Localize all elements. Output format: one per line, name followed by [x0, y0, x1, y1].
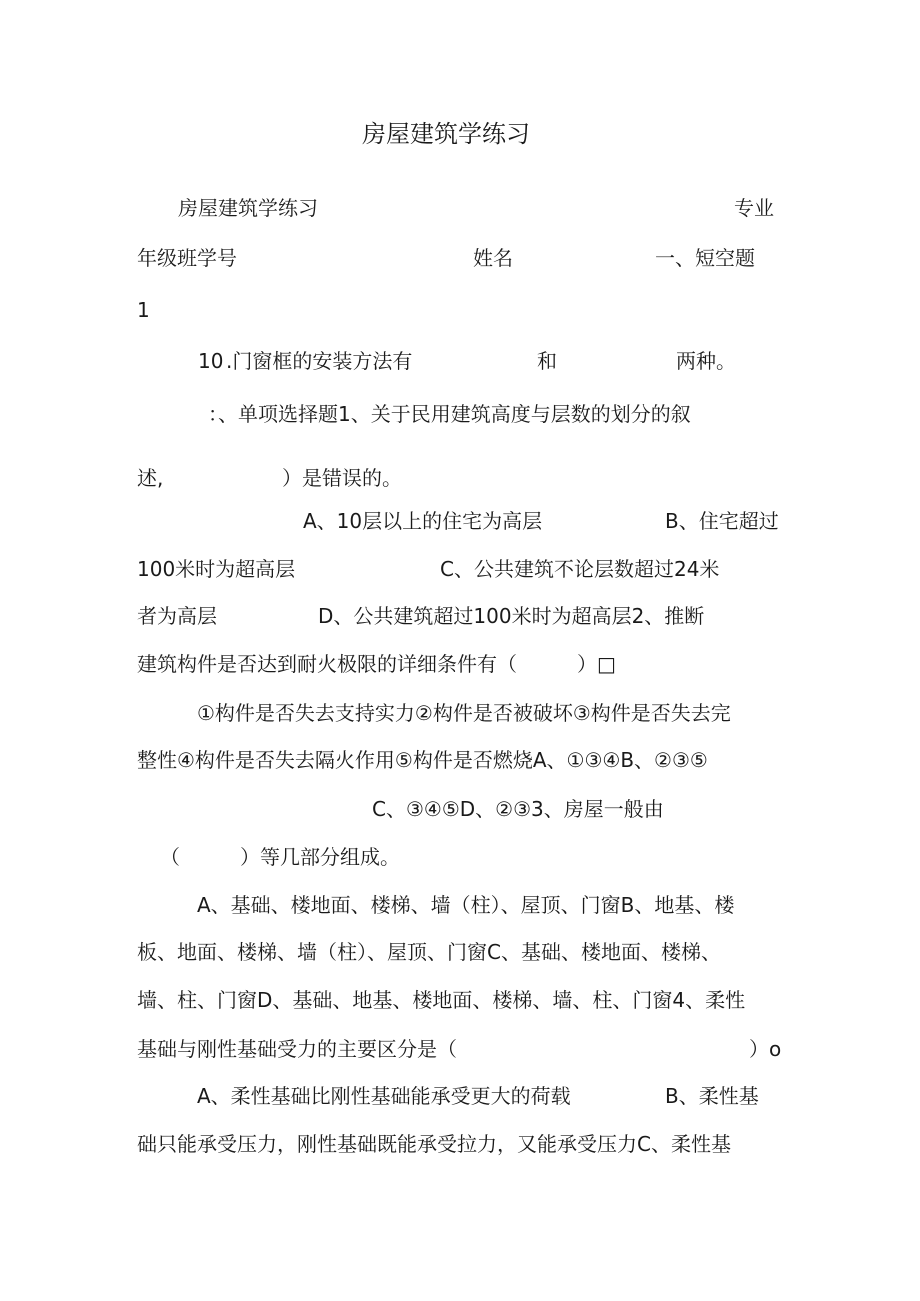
question-text: .门窗框的安装方法有 — [226, 349, 413, 373]
option-line: C、③④⑤D、②③3、房屋一般由 — [372, 797, 664, 821]
question-text: 述, — [137, 466, 164, 490]
question-text: （ ）等几部分组成。 — [160, 845, 400, 869]
line-number: 1 — [137, 298, 150, 322]
page-title: 房屋建筑学练习 — [362, 120, 530, 148]
question-text: 两种。 — [676, 349, 736, 373]
question-text: 基础与刚性基础受力的主要区分是（ — [137, 1037, 457, 1061]
header-major-label: 专业 — [734, 196, 774, 220]
question-text: ①构件是否失去支持实力②构件是否被破坏③构件是否失去完 — [197, 701, 731, 725]
name-label: 姓名 — [473, 246, 513, 270]
question-number: 10 — [198, 349, 224, 373]
option-a: A、柔性基础比刚性基础能承受更大的荷载 — [197, 1084, 571, 1108]
question-text: 整性④构件是否失去隔火作用⑤构件是否燃烧A、①③④B、②③⑤ — [137, 748, 708, 772]
option-a: A、10层以上的住宅为高层 — [303, 509, 543, 533]
option-line: 墙、柱、门窗D、基础、地基、楼地面、楼梯、墙、柱、门窗4、柔性 — [137, 988, 746, 1012]
question-text: ）是错误的。 — [282, 466, 402, 490]
section-two-heading: ：、单项选择题1、关于民用建筑高度与层数的划分的叙 — [208, 402, 691, 426]
grade-class-id-label: 年级班学号 — [137, 246, 237, 270]
option-b: B、柔性基 — [665, 1084, 759, 1108]
option-d: D、公共建筑超过100米时为超高层2、推断 — [318, 604, 705, 628]
section-one-heading: 一、短空题 — [655, 246, 755, 270]
option-b-continued: 100米时为超高层 — [137, 557, 296, 581]
option-b: B、住宅超过 — [665, 509, 779, 533]
header-course-name: 房屋建筑学练习 — [178, 196, 318, 220]
option-c: C、公共建筑不论层数超过24米 — [440, 557, 720, 581]
question-text: 建筑构件是否达到耐火极限的详细条件有（ ）□ — [137, 652, 616, 676]
question-text: ）o — [749, 1037, 782, 1061]
option-line: 础只能承受压力，刚性基础既能承受拉力，又能承受压力C、柔性基 — [137, 1132, 731, 1156]
option-line: A、基础、楼地面、楼梯、墙（柱）、屋顶、门窗B、地基、楼 — [197, 893, 735, 917]
question-text: 和 — [537, 349, 557, 373]
option-c-continued: 者为高层 — [137, 604, 217, 628]
option-line: 板、地面、楼梯、墙（柱）、屋顶、门窗C、基础、楼地面、楼梯、 — [137, 940, 721, 964]
